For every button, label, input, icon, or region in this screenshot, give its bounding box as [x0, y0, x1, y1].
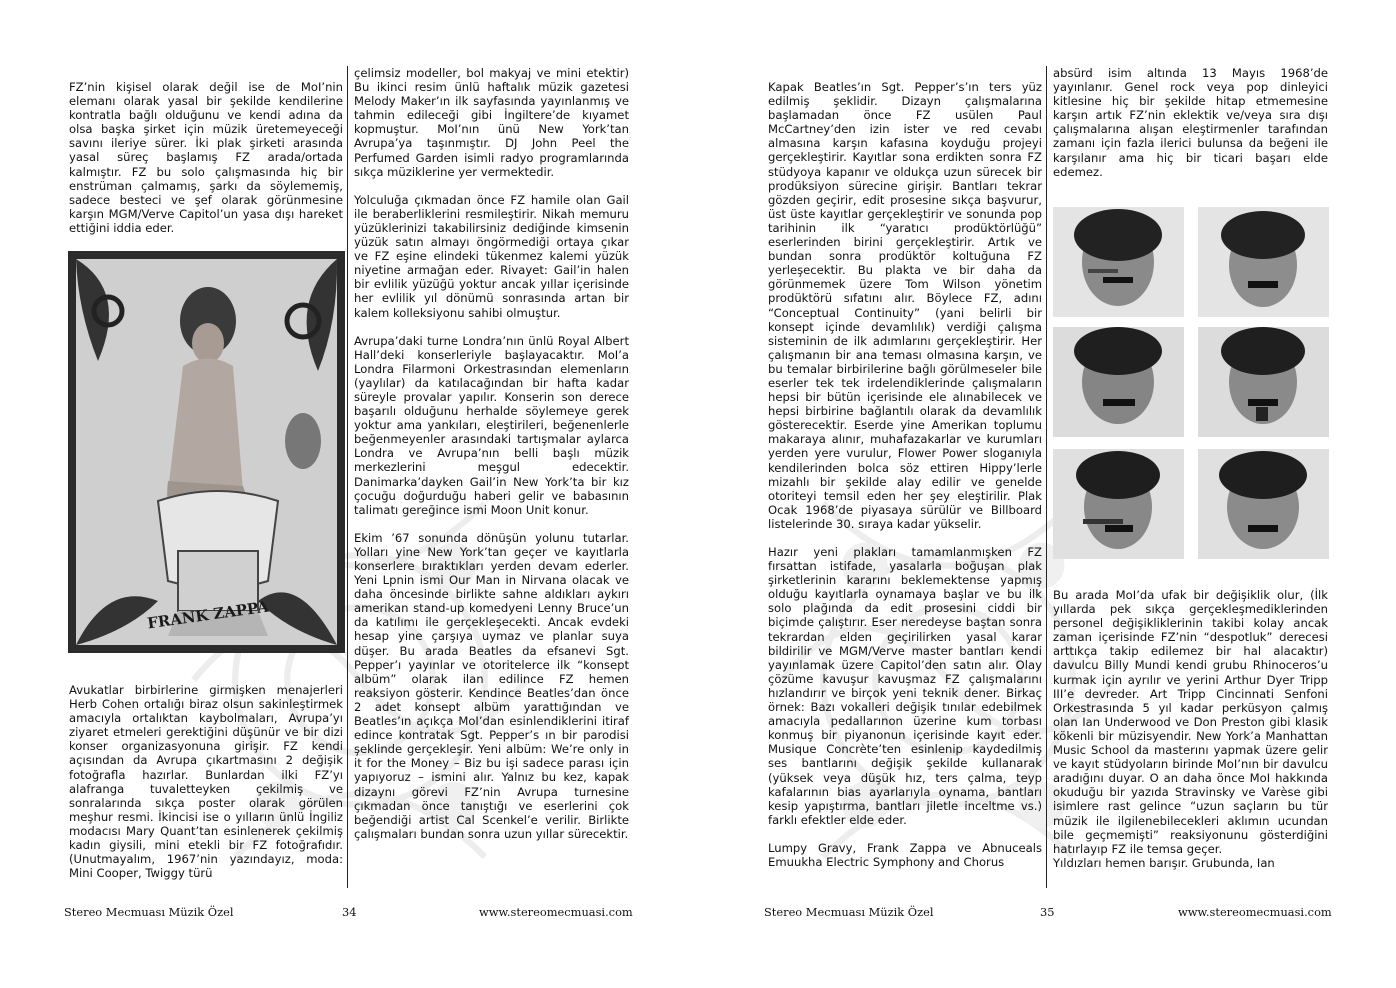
right-column-1: [768, 80, 1042, 869]
paragraph: absürd isim altında 13 Mayıs 1968’de yayınlanır. Genel rock veya pop dinleyici kitlesine hiç bir şekilde hitap etmemesine karşın artık FZ’nin eklektik ve/veya sıra dışı çalışmalarına alışan eleştirmenler tarafından zamanı için fazla ilerici bulunsa da beğeni ile karşılanır ama hiç bir ticari başarı elde edemez.: [1053, 66, 1328, 179]
portrait-photo: [1198, 327, 1329, 437]
portrait-photo: [1198, 207, 1329, 317]
paragraph: Hazır yeni plakları tamamlanmışken FZ fırsattan istifade, yasalarla boğuşan plak şirketlerinin kararını beklemektense yapmış olduğu kayıtlarla oynamaya başlar ve bu ilk solo plağında da edit prosesini ciddi bir biçimde çalıştırır. Eser neredeyse baştan sonra tekrardan elden geçirilirken yasal karar bildirilir ve MGM/Verve master bantları kendi yayınlamak üzere Capitol’den satın alır. Olay çözüme kavuşur kavuşmaz FZ çalışmalarını hızlandırır ve birçok yeni teknik dener. Birkaç örnek: Bazı vokalleri değişik tınılar edebilmek amacıyla pedallarınon üzerine kum torbası konmuş bir piyanonun içerisinde kayıt eder. Musique Concrète’ten esinlenip kaydedilmiş ses bantlarını değişik şekilde kullanarak (yüksek veya düşük hız, ters çalma, teyp kafalarının bias ayarlarıyla oynama, bantları kesip yapıştırma, bantları jiletle inceltme vs.) farklı efektler elde eder.: [768, 545, 1042, 827]
footer-page-number: 35: [1040, 905, 1055, 919]
paragraph: Lumpy Gravy, Frank Zappa ve Abnuceals Emuukha Electric Symphony and Chorus: [768, 840, 1042, 869]
left-column-2: [354, 66, 629, 841]
paragraph: Kapak Beatles’ın Sgt. Pepper’s’ın ters yüz edilmiş şeklidir. Dizayn çalışmalarına başlamadan önce FZ usülen Paul McCartney’den izin ister ve red cevabı almasına karşın kafasına koyduğu projeyi gerçekleştirir. Kayıtlar sona erdikten sonra FZ stüdyoya kapanır ve oldukça uzun sürecek bir prodüksiyon sürecine girişir. Bantları tekrar gözden geçirir, edit prosesine sıkça başvurur, üst üste kayıtlar gerçekleştirir ve sonunda pop tarihinin ilk “yaratıcı prodüktörlüğü” eserlerinden birini gerçekleştirir. Artık ve bundan sonra prodüktör koltuğuna FZ yerleşecektir. Bu plakta ve bir daha da görünmemek üzere Tom Wilson yönetim prodüktörü sıfatını alır. Böylece FZ, adını “Conceptual Continuity” (yani belirli bir konsept içinde devamlılık) verdiği çalışma sisteminin de ilk adımlarını gerçekleştirir. Her çalışmanın bir ana teması olmasına karşın, ve bu temalar birbirilerine bağlı görülmeseler bile eserler tek tek irdelendiklerinde çalışmaların hepsi bir bütün içerisinde ele alınabilecek ve hepsi birbirine bağlantılı olarak da devamlılık gösterecektir. Eserde yine Amerikan toplumu makaraya alınır, muhafazakarlar ve kurumları yerden yere vurulur, Flower Power sloganıyla kendilerinden bolca söz ettiren Hippy’lerle mizahlı bir şekilde alay edilir ve genelde otoriteyi temsil eden her şey eleştirilir. Plak Ocak 1968’de piyasaya sürülür ve Billboard listelerinde 30. sıraya kadar yükselir.: [768, 80, 1042, 531]
poster-illustration: [68, 251, 345, 653]
paragraph: Avrupa’daki turne Londra’nın ünlü Royal Albert Hall’deki konserleriyle başlayacaktır. MoI’a Londra Filarmoni Orkestrasından elemenların (yaylılar) da katılacağından bir hafta kadar süreyle provalar yapılır. Konserin son derece başarılı olduğunu herhalde söylemeye gerek yoktur ama yankıları, eleştirileri, beğenenlerle beğenmeyenler arasındaki tartışmalar aylarca Londra ve Avrupa’nın belli başlı müzik merkezlerini meşgul edecektir. Danimarka’dayken Gail’in New York’ta bir kız çocuğu doğurduğu haberi gelir ve babasının talimatı gereğince ismi Moon Unit konur.: [354, 333, 629, 517]
portrait-photo: [1053, 449, 1184, 559]
footer-page-number: 34: [342, 905, 357, 919]
poster-logo-text: FRANK ZAPPA: [146, 597, 270, 633]
footer-publication: Stereo Mecmuası Müzik Özel: [64, 905, 234, 919]
paragraph: Bu arada MoI’da ufak bir değişiklik olur, (İlk yıllarda pek sıkça gerçekleşmediklerinden personel değişikliklerinin takibi kolay ancak zaman içerisinde FZ’nin “despotluk” derecesi arttıkça takip edilemez bir hal alacaktır) davulcu Billy Mundi kendi grubu Rhinoceros’u kurmak için ayrılır ve yerini Arthur Dyer Tripp III’e devreder. Art Tripp Cincinnati Senfoni Orkestrasında 5 yıl kadar perküsyon çalmış olan Ian Underwood ve Don Preston gibi klasik kökenli bir müzisyendir. New York’a Manhattan Music School da masterını yapmak üzere gelir ve kayıt stüdyoların birinde MoI’nın bir davulcu aradığını duyar. O an daha önce MoI hakkında okuduğu bir yazıda Stravinsky ve Varèse gibi isimlere rast gelince “uzun saçların bu tür müzik ile ilgilenebilecekleri aklımın ucundan bile geçmemişti” reaksiyonunu gösterdiğini hatırlayıp FZ ile temsa geçer.: [1053, 588, 1328, 856]
portrait-photo: [1053, 207, 1184, 317]
frank-zappa-portrait-grid: [1053, 207, 1329, 559]
paragraph: Yıldızları hemen barışır. Grubunda, Ian: [1053, 855, 1275, 870]
left-column-1-lower: [69, 683, 343, 880]
left-column-1: [69, 80, 343, 235]
page-35: [698, 0, 1396, 988]
paragraph: Avukatlar birbirlerine girmişken menajerleri Herb Cohen ortalığı biraz olsun sakinleştirmek amacıyla ortalıktan kaybolmaları, Avrupa’yı ziyaret etmeleri gerektiğini düşünür ve bir dizi konser organizasyonuna girişir. FZ kendi açısından da Avrupa çıkartmasını 2 değişik fotoğrafla hazırlar. Bunlardan ilki FZ’yı alafranga tuvaletteyken çekilmiş ve sonralarında sıkça poster olarak görülen meşhur resmi. İkincisi ise o yılların ünlü İngiliz modacısı Mary Quant’tan esinlenerek çekilmiş kadın giysili, mini etekli bir FZ fotoğrafıdır. (Unutmayalım, 1967’nin yazındayız, moda: Mini Cooper, Twiggy türü: [69, 683, 343, 881]
portrait-photo: [1198, 449, 1329, 559]
footer-publication: Stereo Mecmuası Müzik Özel: [764, 905, 934, 919]
footer-website[interactable]: www.stereomecmuasi.com: [479, 905, 633, 919]
frank-zappa-toilet-poster: [68, 251, 345, 653]
paragraph: Ekim ’67 sonunda dönüşün yolunu tutarlar. Yolları yine New York’tan geçer ve kayıtlarla konserlere bıraktıkları yerden devam ederler. Yeni Lpnin ismi Our Man in Nirvana olacak ve daha öncesinde birlikte sahne aldıkları aykırı amerikan stand-up komedyeni Lenny Bruce’un da katılımı ile gerçekleşecekti. Ancak evdeki hesap yine çarşıya uymaz ve planlar suya düşer. Bu arada Beatles da efsanevi Sgt. Pepper’ı yayınlar ve otoritelerce ilk “konsept albüm” olarak ilan edilince FZ hemen reaksiyon gösterir. Kendince Beatles’dan önce 2 adet konsept albüm yarattığından ve Beatles’ın açıkça MoI’dan esinlendiklerini itiraf edince kontratak Sgt. Pepper’s ın bir parodisi şeklinde gerçekleşir. Yeni albüm: We’re only in it for the Money – Biz bu işi sadece parası için yapıyoruz – ismini alır. Yalnız bu kez, kapak dizaynı görevi FZ’nin Avrupa turnesine çıkmadan önce tanıştığı ve eserlerini çok beğendiği artist Cal Scenkel’e verilir. Birlikte çalışmaları bundan sonra uzun yıllar sürecektir.: [354, 530, 629, 841]
right-column-2: [1053, 66, 1328, 179]
paragraph: çelimsiz modeller, bol makyaj ve mini etektir) Bu ikinci resim ünlü haftalık müzik gazetesi Melody Maker’ın ilk sayfasında yayınlanmış ve tahmin edileceği gibi İngiltere’de kıyamet kopmuştur. MoI’nın ünü New York’tan Avrupa’ya taşınmıştır. DJ John Peel the Perfumed Garden isimli radyo programlarında sıkça müziklerine yer vermektedir.: [354, 66, 629, 179]
right-column-2-lower: [1053, 588, 1328, 870]
paragraph: Yolculuğa çıkmadan önce FZ hamile olan Gail ile beraberliklerini resmileştirir. Nikah memuru yüzüklerinizi takabilirsiniz dediğinde kimsenin yüzük satın almayı öngörmediği ortaya çıkar ve FZ eşine elindeki tükenmez kalemi yüzük niyetine armağan eder. Rivayet: Gail’in halen bir evlilik yüzüğü yoktur ancak yıllar içerisinde her evlilik yıl dönümü sonrasında artan bir kalem kolleksiyonu sahibi olmuştur.: [354, 192, 629, 320]
footer-website[interactable]: www.stereomecmuasi.com: [1178, 905, 1332, 919]
paragraph: FZ’nin kişisel olarak değil ise de MoI’nin elemanı olarak yasal bir şekilde kendilerine kontratla bağlı olduğunu ve kendi adına da olsa başka şirket için müzik üretemeyeceği savını ileriye sürer. İki plak şirketi arasında yasal süreç başlamış FZ arada/ortada kalmıştır. FZ bu solo çalışmasında hiç bir enstrüman çalmamış, şarkı da söylememiş, sadece besteci ve şef olarak görünmesine karşın MGM/Verve Capitol’un yasa dışı hareket ettiğini iddia eder.: [69, 80, 343, 235]
portrait-photo: [1053, 327, 1184, 437]
column-divider: [347, 66, 348, 888]
column-divider: [1046, 66, 1047, 888]
